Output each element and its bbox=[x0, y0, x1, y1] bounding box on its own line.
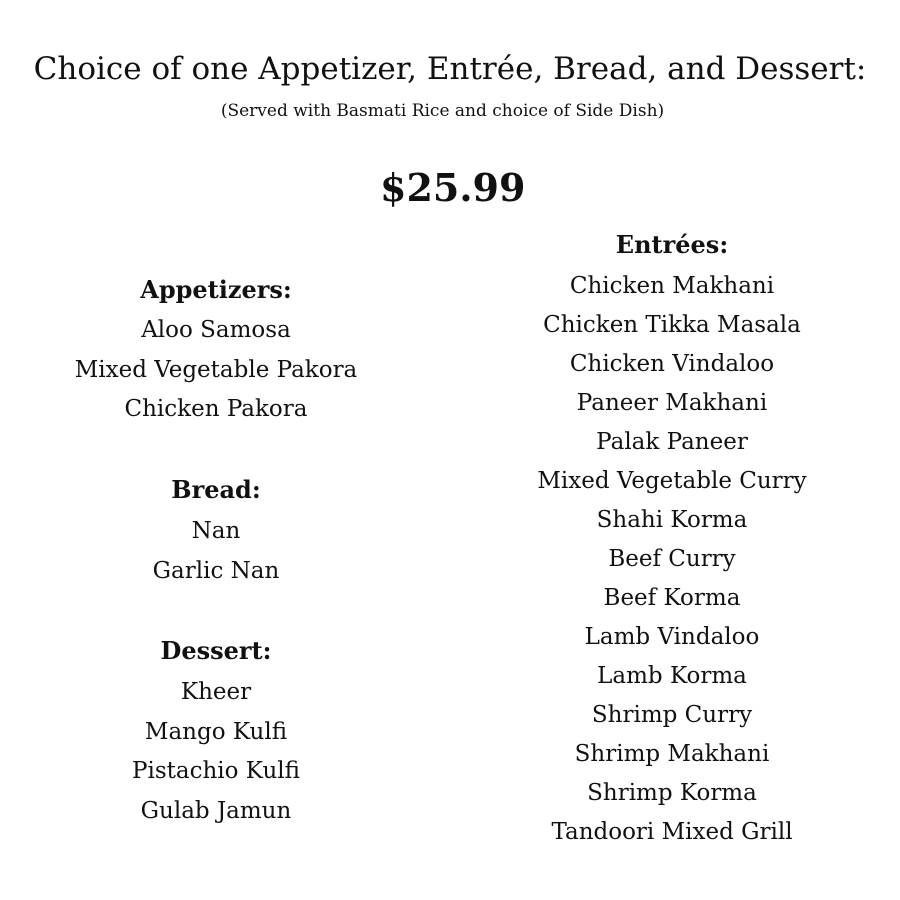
dessert-list bbox=[26, 673, 406, 831]
menu-subtitle: (Served with Basmati Rice and choice of Side Dish) bbox=[220, 101, 665, 121]
list-item: Gulab Jamun bbox=[140, 797, 292, 824]
appetizers-list bbox=[26, 311, 406, 430]
list-item: Lamb Korma bbox=[597, 663, 747, 689]
list-item: Chicken Makhani bbox=[569, 273, 775, 299]
entrees-heading: Entrées: bbox=[615, 230, 729, 259]
list-item: Mixed Vegetable Curry bbox=[537, 468, 807, 494]
dessert-heading: Dessert: bbox=[160, 636, 272, 665]
menu-title: Choice of one Appetizer, Entrée, Bread, and Dessert: bbox=[33, 51, 867, 87]
list-item: Kheer bbox=[180, 679, 252, 705]
appetizers-heading: Appetizers: bbox=[140, 275, 292, 304]
list-item: Beef Korma bbox=[603, 585, 741, 611]
list-item: Pistachio Kulfi bbox=[132, 758, 300, 784]
list-item: Lamb Vindaloo bbox=[584, 624, 760, 650]
list-item: Beef Curry bbox=[608, 546, 736, 572]
bread-heading: Bread: bbox=[171, 475, 261, 504]
list-item: Paneer Makhani bbox=[576, 390, 768, 416]
list-item: Shahi Korma bbox=[596, 507, 748, 533]
entrees-list bbox=[482, 267, 862, 852]
list-item: Tandoori Mixed Grill bbox=[551, 819, 793, 845]
list-item: Palak Paneer bbox=[596, 429, 748, 455]
list-item: Aloo Samosa bbox=[141, 317, 291, 343]
list-item: Shrimp Curry bbox=[591, 702, 753, 728]
list-item: Shrimp Makhani bbox=[574, 741, 770, 767]
list-item: Mango Kulfi bbox=[144, 718, 288, 745]
list-item: Chicken Tikka Masala bbox=[543, 312, 801, 338]
list-item: Chicken Pakora bbox=[124, 396, 308, 422]
list-item: Shrimp Korma bbox=[587, 780, 757, 806]
list-item: Nan bbox=[191, 518, 241, 544]
list-item: Garlic Nan bbox=[152, 557, 280, 584]
bread-list bbox=[26, 512, 406, 591]
list-item: Mixed Vegetable Pakora bbox=[74, 356, 358, 383]
menu-price: $25.99 bbox=[380, 165, 526, 210]
list-item: Chicken Vindaloo bbox=[569, 351, 775, 377]
